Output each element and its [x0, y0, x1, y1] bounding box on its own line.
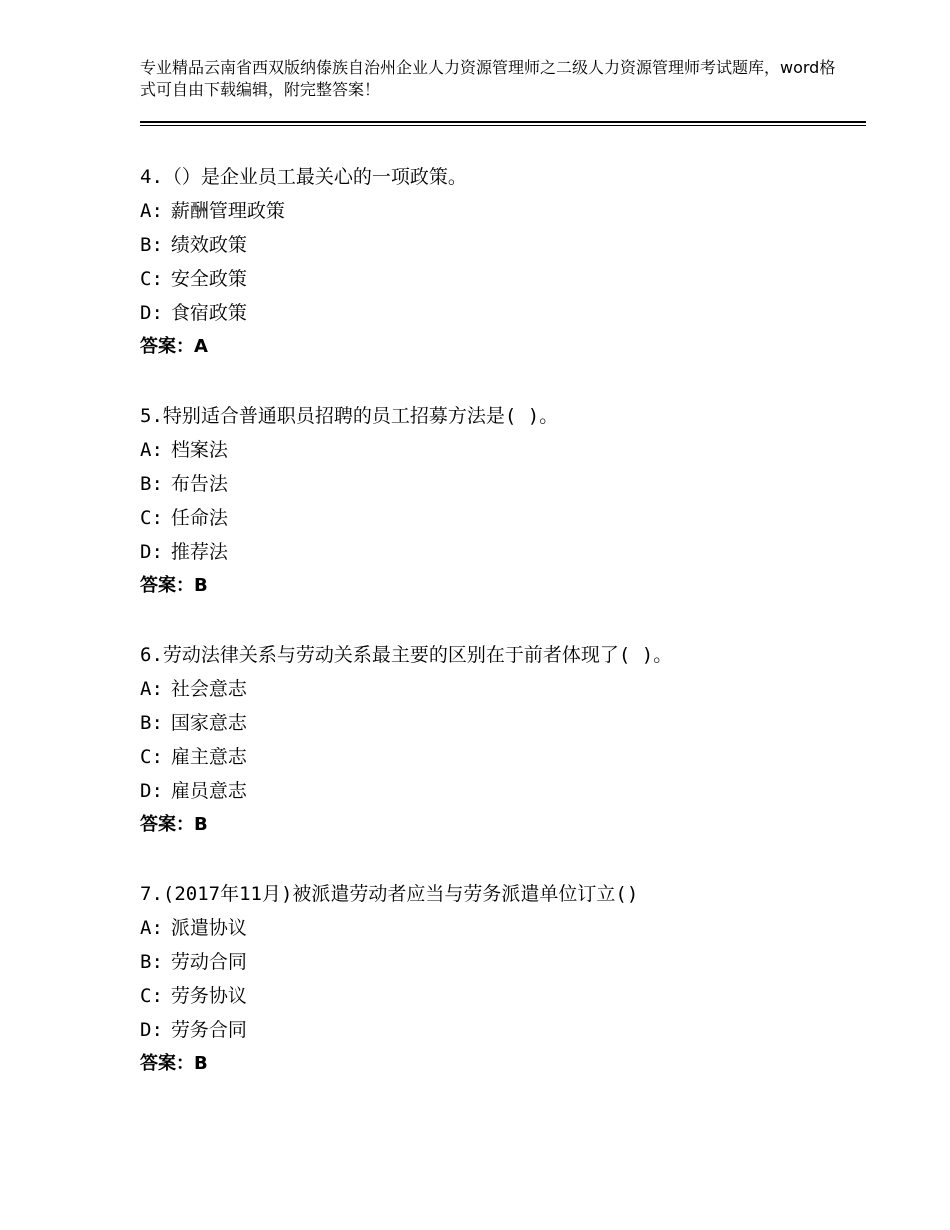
- option-text: 绩效政策: [170, 234, 247, 256]
- option-letter: D:: [140, 1019, 163, 1041]
- answer-label: 答案：B: [140, 814, 208, 835]
- option-text: 雇员意志: [170, 780, 247, 802]
- option-b: [140, 467, 860, 501]
- question-stem: 5.特别适合普通职员招聘的员工招募方法是( )。: [140, 405, 559, 427]
- question-stem: 6.劳动法律关系与劳动关系最主要的区别在于前者体现了( )。: [140, 644, 673, 666]
- option-text: 社会意志: [170, 678, 247, 700]
- option-c: [140, 262, 860, 296]
- question-block: [140, 399, 860, 603]
- option-c: [140, 740, 860, 774]
- option-text: 食宿政策: [170, 302, 247, 324]
- option-text: 推荐法: [170, 541, 228, 563]
- option-letter: C:: [140, 507, 163, 529]
- header-title: 专业精品云南省西双版纳傣族自治州企业人力资源管理师之二级人力资源管理师考试题库，word格式可自由下载编辑，附完整答案！: [140, 58, 836, 99]
- option-text: 国家意志: [170, 712, 247, 734]
- option-a: [140, 911, 860, 945]
- option-d: [140, 1013, 860, 1047]
- option-letter: D:: [140, 780, 163, 802]
- option-a: [140, 433, 860, 467]
- option-letter: A:: [140, 678, 163, 700]
- option-b: [140, 228, 860, 262]
- option-letter: C:: [140, 985, 163, 1007]
- question-stem: 7.(2017年11月)被派遣劳动者应当与劳务派遣单位订立(): [140, 883, 639, 905]
- option-text: 劳务协议: [170, 985, 247, 1007]
- option-c: [140, 501, 860, 535]
- option-text: 雇主意志: [170, 746, 247, 768]
- answer-label: 答案：B: [140, 1053, 208, 1074]
- answer-label: 答案：B: [140, 575, 208, 596]
- option-letter: A:: [140, 439, 163, 461]
- option-d: [140, 296, 860, 330]
- question-block: [140, 877, 860, 1081]
- option-letter: A:: [140, 200, 163, 222]
- option-letter: D:: [140, 302, 163, 324]
- option-a: [140, 194, 860, 228]
- document-header: [140, 57, 840, 101]
- option-letter: D:: [140, 541, 163, 563]
- option-text: 薪酬管理政策: [170, 200, 285, 222]
- option-a: [140, 672, 860, 706]
- option-text: 派遣协议: [170, 917, 247, 939]
- question-block: [140, 160, 860, 364]
- option-c: [140, 979, 860, 1013]
- option-letter: A:: [140, 917, 163, 939]
- question-block: [140, 638, 860, 842]
- option-b: [140, 945, 860, 979]
- option-d: [140, 535, 860, 569]
- header-divider-thick: [140, 121, 866, 123]
- option-text: 布告法: [170, 473, 228, 495]
- option-letter: C:: [140, 268, 163, 290]
- header-divider-thin: [140, 125, 866, 126]
- option-letter: B:: [140, 712, 163, 734]
- option-text: 劳务合同: [170, 1019, 247, 1041]
- option-letter: B:: [140, 951, 163, 973]
- option-letter: B:: [140, 473, 163, 495]
- option-b: [140, 706, 860, 740]
- option-text: 安全政策: [170, 268, 247, 290]
- option-letter: C:: [140, 746, 163, 768]
- option-text: 劳动合同: [170, 951, 247, 973]
- question-stem: 4.（）是企业员工最关心的一项政策。: [140, 166, 467, 188]
- answer-label: 答案：A: [140, 336, 208, 357]
- option-text: 档案法: [170, 439, 228, 461]
- option-letter: B:: [140, 234, 163, 256]
- option-d: [140, 774, 860, 808]
- option-text: 任命法: [170, 507, 228, 529]
